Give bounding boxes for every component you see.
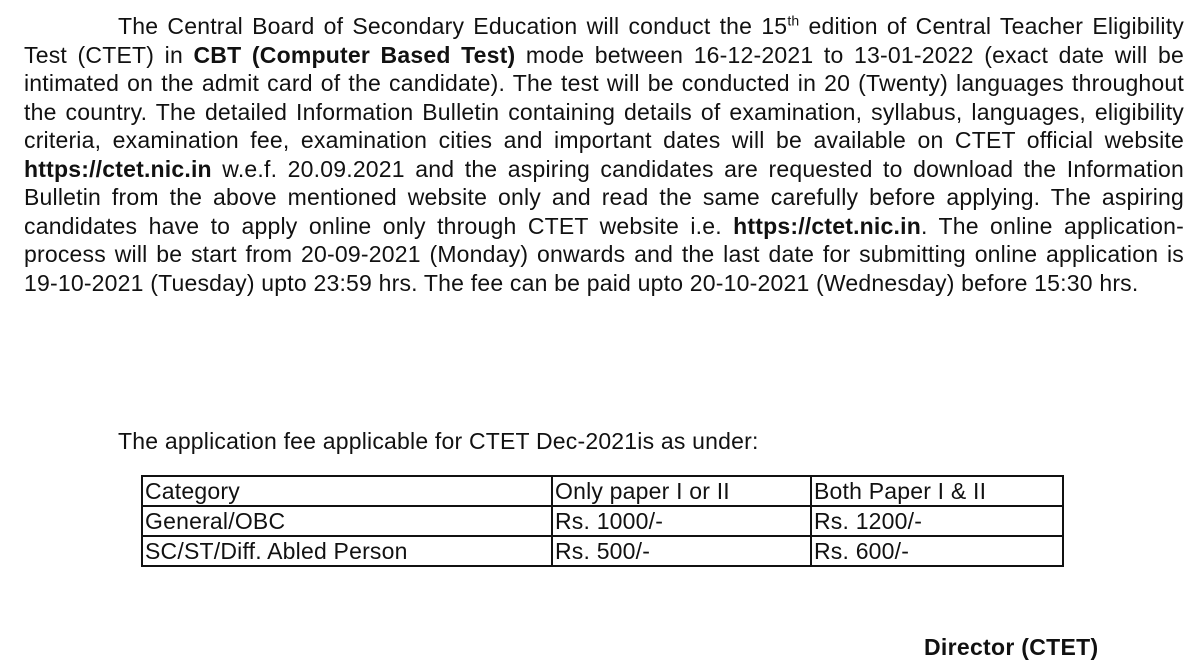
fee-intro: The application fee applicable for CTET Dec-2021is as under:	[118, 428, 759, 454]
website-url-1: https://ctet.nic.in	[24, 155, 212, 182]
notice-text-4: w.e.f. 20.09.2021 and the aspiring candidates are requested to download the Information Bulletin from the above mentioned website only and read the same carefully before applying. The aspiring candidates have to apply online only through CTET website i.e.	[24, 155, 1184, 239]
row-single-fee: Rs. 500/-	[552, 536, 811, 566]
table-header-row	[142, 476, 1063, 506]
row-both-fee: Rs. 1200/-	[811, 506, 1063, 536]
header-both-papers: Both Paper I & II	[811, 476, 1063, 506]
signature: Director (CTET)	[924, 634, 1099, 660]
notice-text-1: The Central Board of Secondary Education will conduct the 15	[118, 13, 788, 39]
header-category: Category	[142, 476, 552, 506]
website-url-2: https://ctet.nic.in	[733, 212, 921, 239]
table-row	[142, 536, 1063, 566]
fee-table	[141, 475, 1064, 567]
exam-mode: CBT (Computer Based Test)	[193, 41, 516, 68]
notice-paragraph	[24, 12, 1184, 297]
notice-text-2: edition of Central Teacher Eligibility Test (CTET) in	[24, 13, 1184, 68]
table-row	[142, 506, 1063, 536]
notice-text-5: . The online application-process will be start from 20-09-2021 (Monday) onwards and the last date for submitting online application is 19-10-2021 (Tuesday) upto 23:59 hrs. The fee can be paid upto 20-10-2021 (Wednesday) before 15:30 hrs.	[24, 212, 1184, 296]
ordinal-suffix: th	[787, 12, 800, 29]
row-both-fee: Rs. 600/-	[811, 536, 1063, 566]
header-single-paper: Only paper I or II	[552, 476, 811, 506]
row-category: SC/ST/Diff. Abled Person	[142, 536, 552, 566]
row-category: General/OBC	[142, 506, 552, 536]
row-single-fee: Rs. 1000/-	[552, 506, 811, 536]
notice-text-3: mode between 16-12-2021 to 13-01-2022 (exact date will be intimated on the admit card of the candidate). The test will be conducted in 20 (Twenty) languages throughout the country. The detailed Information Bulletin containing details of examination, syllabus, languages, eligibility criteria, examination fee, examination cities and important dates will be available on CTET official website	[24, 41, 1184, 153]
